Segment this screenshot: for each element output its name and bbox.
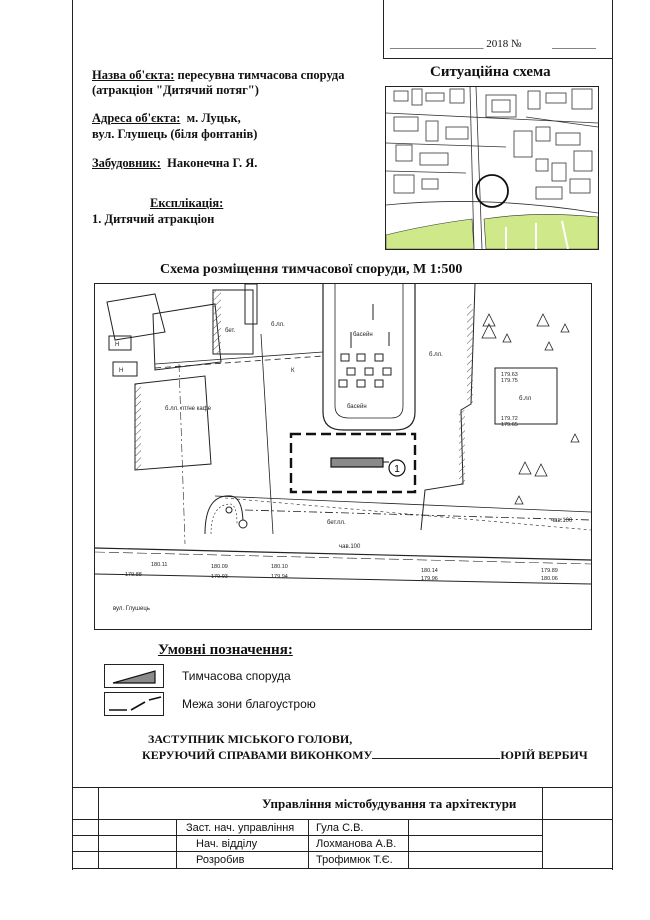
elevation-13: 179.89 [541, 568, 558, 574]
plan-label-pool1: басейн [353, 332, 373, 338]
stamp-role-2: Нач. відділу [196, 838, 258, 850]
elevation-10: 180.06 [541, 576, 558, 582]
elevation-4: 180.09 [211, 564, 228, 570]
signature-position: КЕРУЮЧИЙ СПРАВАМИ ВИКОНКОМУ [142, 748, 373, 762]
site-plan [94, 283, 592, 630]
elevation-8: 180.14 [421, 568, 438, 574]
object-name-row [92, 68, 345, 83]
elevation-6: 180.10 [271, 564, 288, 570]
plan-label-bld3: б.лл. [429, 352, 443, 358]
stamp-name-1: Гула С.В. [316, 822, 364, 834]
object-address-value: м. Луцьк, [186, 111, 241, 125]
explication-title: Експлікація: [150, 196, 224, 210]
signature-name: ЮРІЙ ВЕРБИЧ [500, 748, 588, 762]
legend-structure-symbol [104, 664, 164, 688]
elevation-12: 180.11 [151, 562, 168, 568]
legend-zone-symbol [104, 692, 164, 716]
header-box [383, 0, 613, 59]
plan-label-k: К [291, 368, 295, 374]
plan-label-pool2: басейн [347, 404, 367, 410]
object-name-label: Назва об'єкта: [92, 68, 175, 82]
plan-label-chav1: чав.100 [339, 544, 361, 550]
site-plan-drawing [95, 284, 591, 629]
signature-blank-line [372, 748, 500, 759]
elevation-1: 179.75 [501, 378, 518, 384]
plan-label-street: вул. Глушець [113, 606, 150, 612]
situation-title: Ситуаційна схема [430, 64, 551, 80]
plan-label-bld4: б.лл [519, 396, 532, 402]
elevation-3: 179.65 [501, 422, 518, 428]
header-number-blank: ________ [552, 38, 596, 50]
developer-label: Забудовник: [92, 156, 161, 170]
signature-line1: ЗАСТУПНИК МІСЬКОГО ГОЛОВИ, [148, 732, 353, 746]
stamp-title: Управління містобудування та архітектури [262, 796, 517, 811]
marker-label: 1 [394, 464, 400, 475]
legend-structure-label: Тимчасова споруда [182, 669, 291, 683]
signature-line2 [142, 748, 588, 763]
object-address-label: Адреса об'єкта: [92, 111, 181, 125]
object-name-value: пересувна тимчасова споруда [177, 68, 345, 82]
plan-label-h1: Н [115, 342, 120, 348]
elevation-0: 179.63 [501, 372, 518, 378]
plan-label-bet1: бет. [225, 328, 236, 334]
title-block [72, 787, 613, 869]
object-address-row [92, 111, 241, 126]
plan-label-chav2: чав.100 [551, 518, 573, 524]
elevation-5: 179.93 [211, 574, 228, 580]
stamp-role-1: Заст. нач. управління [186, 822, 295, 834]
plan-label-bld1: б.лл. [271, 322, 285, 328]
developer-value: Наконечна Г. Я. [167, 156, 258, 170]
stamp-role-3: Розробив [196, 854, 245, 866]
elevation-11: 179.88 [125, 572, 142, 578]
plan-label-bet2: бет.пл. [327, 520, 346, 526]
page-frame-right [612, 0, 613, 870]
explication-item-1: 1. Дитячий атракціон [92, 212, 215, 226]
elevation-9: 179.96 [421, 576, 438, 582]
stamp-name-2: Лохманова А.В. [316, 838, 397, 850]
stamp-name-3: Трофимюк Т.Є. [316, 854, 393, 866]
developer-row [92, 156, 257, 171]
elevation-7: 179.94 [271, 574, 288, 580]
plan-label-h2: Н [119, 368, 124, 374]
legend-title: Умовні позначення: [158, 642, 293, 658]
object-address-value2: вул. Глушець (біля фонтанів) [92, 127, 258, 141]
situation-map-drawing [386, 87, 598, 249]
plan-title: Схема розміщення тимчасової споруди, М 1:500 [160, 262, 463, 277]
legend-zone-label: Межа зони благоустрою [182, 697, 316, 711]
temporary-structure [331, 458, 383, 467]
page-frame-left [72, 0, 73, 870]
elevation-2: 179.72 [501, 416, 518, 422]
situation-map [385, 86, 599, 250]
object-name-value2: (атракціон "Дитячий потяг") [92, 83, 259, 97]
plan-label-bld2: б.лл. лт/не кафе [165, 406, 212, 412]
header-date-line: _________________ 2018 № [390, 38, 522, 50]
